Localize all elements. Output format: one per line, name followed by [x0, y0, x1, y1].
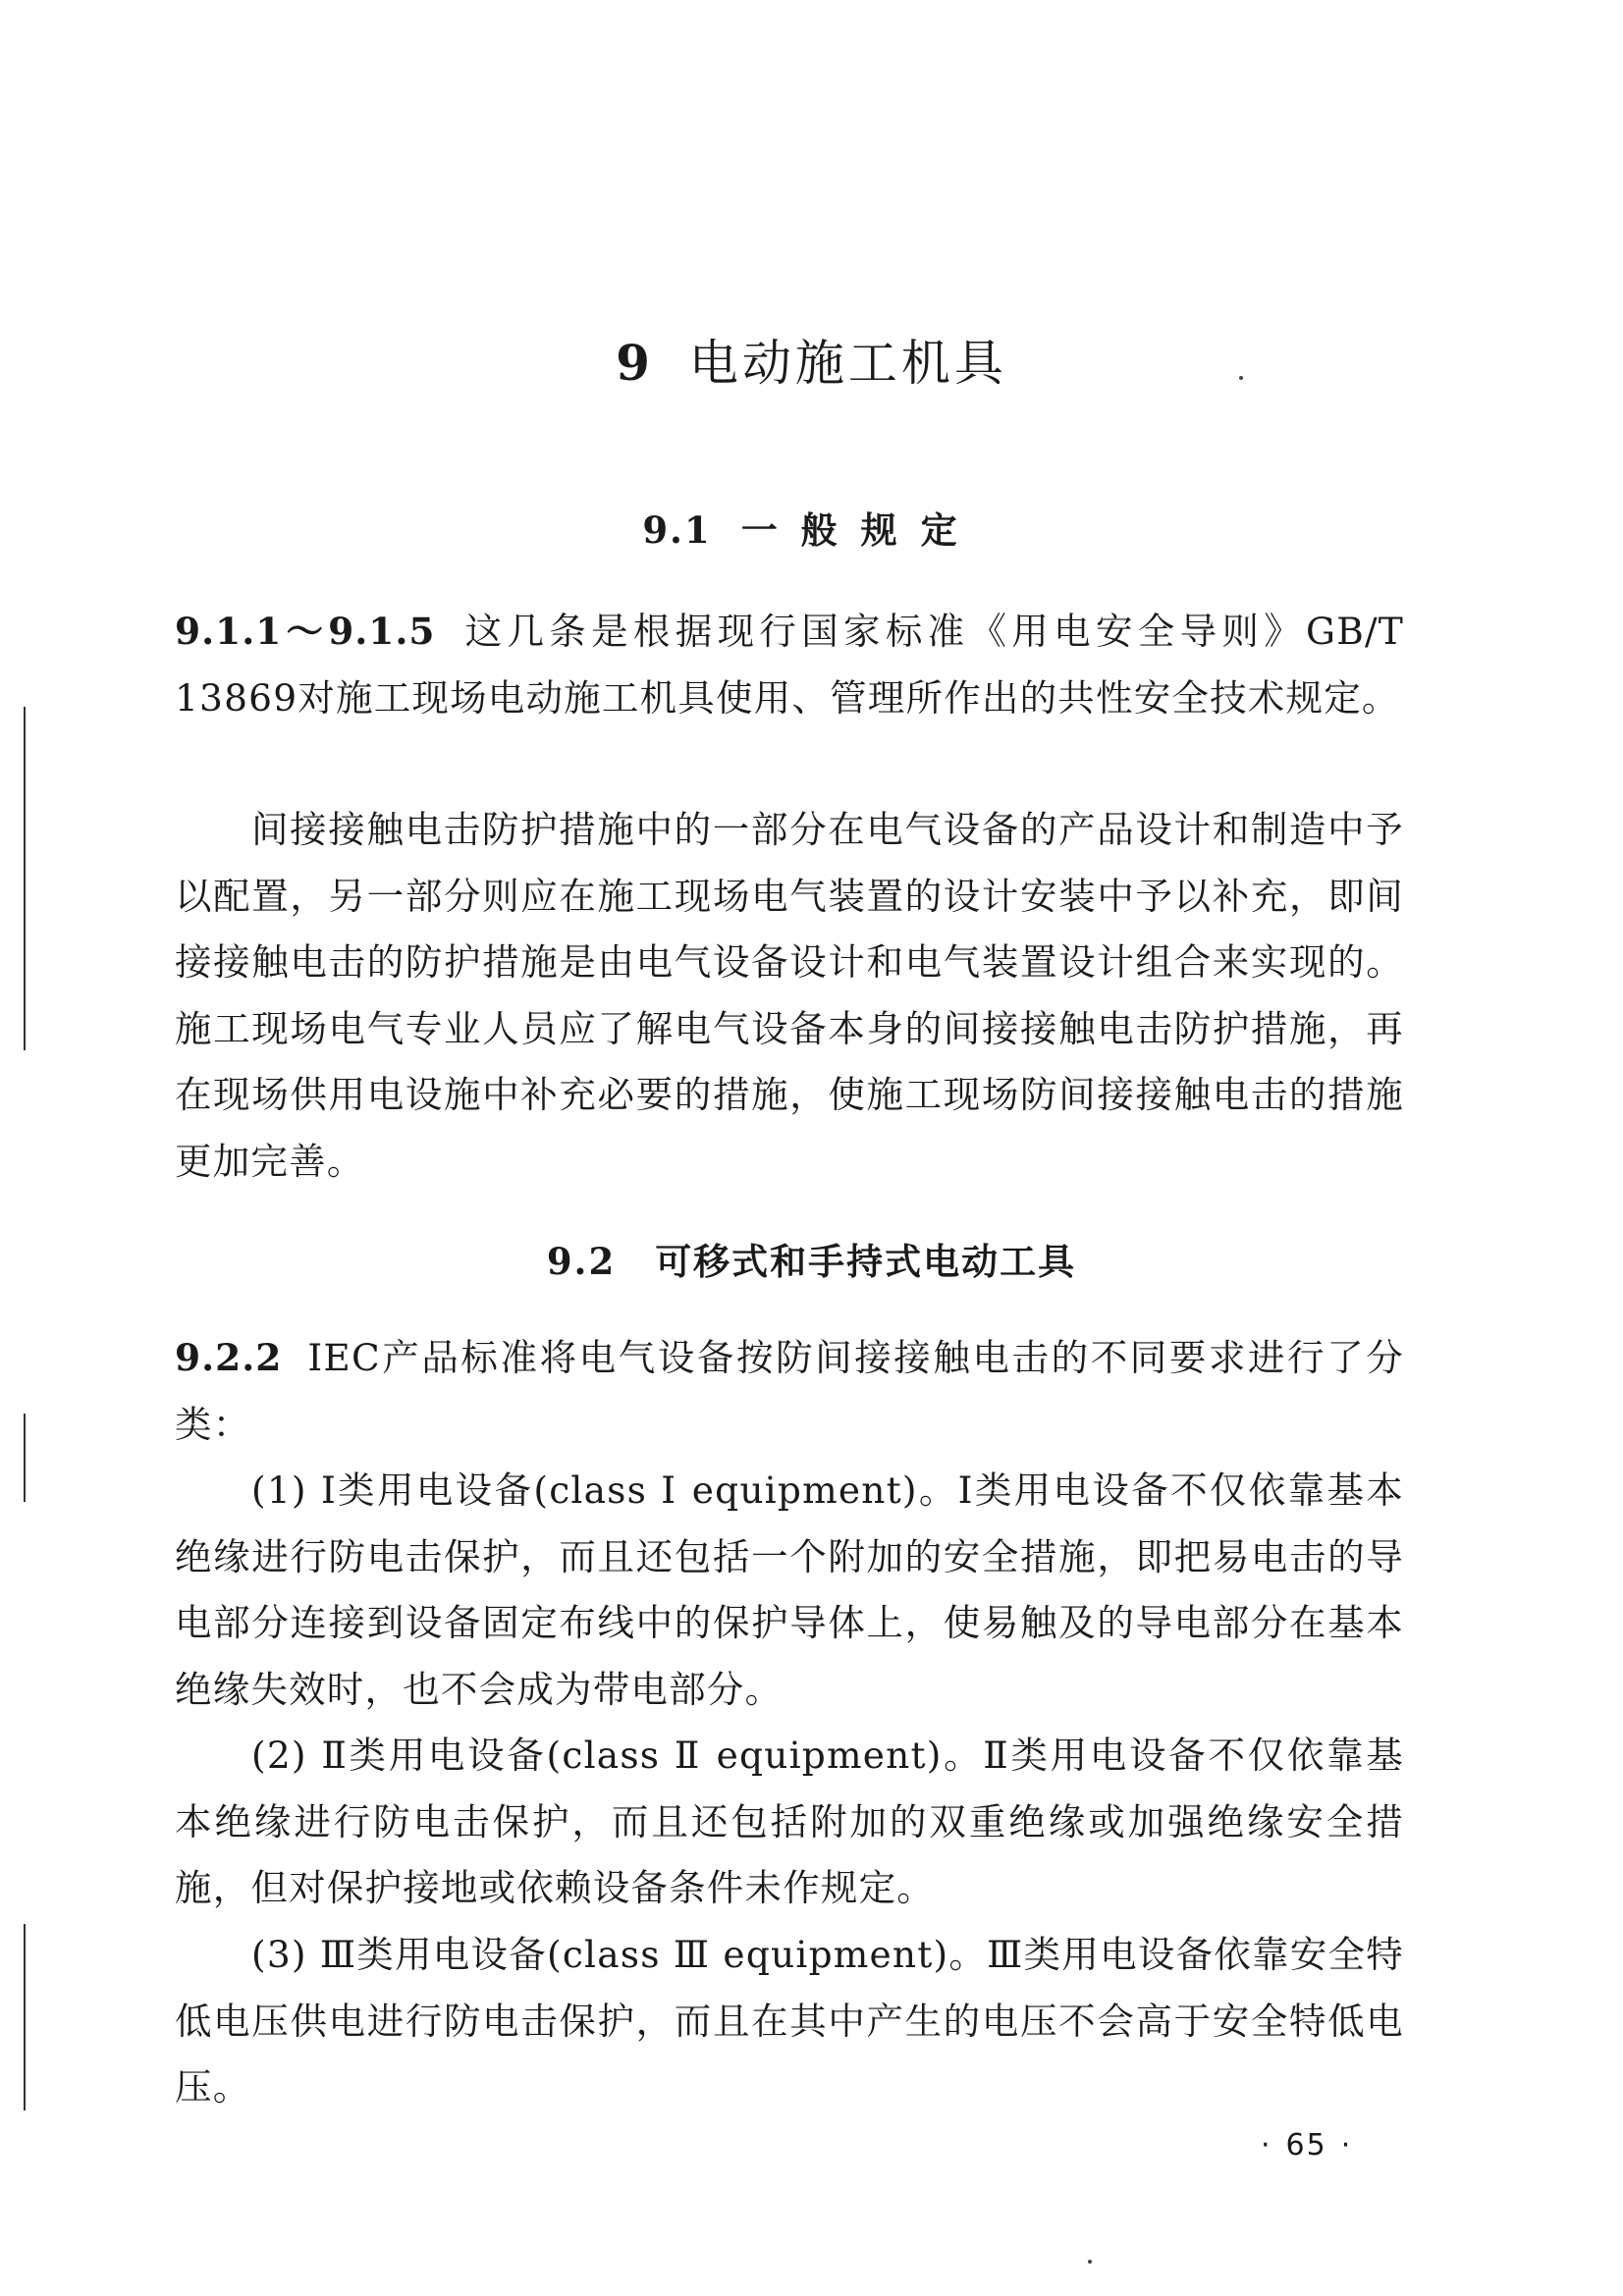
paragraph-text: (3) Ⅲ类用电设备(class Ⅲ equipment)。Ⅲ类用电设备依靠安全特低电压供电进行防电击保护，而且在其中产生的电压不会高于安全特低电压。	[175, 1933, 1404, 2109]
page-number	[1247, 2128, 1366, 2163]
clause-number: 9.1.1～9.1.5	[175, 610, 436, 653]
page-number-value: 65	[1285, 2128, 1327, 2163]
list-item-class-1	[175, 1458, 1404, 1723]
paragraph-text: (2) Ⅱ类用电设备(class Ⅱ equipment)。Ⅱ类用电设备不仅依靠基本绝缘进行防电击保护，而且还包括附加的双重绝缘或加强绝缘安全措施，但对保护接地或依赖设备条件未作规定。	[175, 1734, 1404, 1909]
section-title-text: 可移式和手持式电动工具	[655, 1241, 1077, 1283]
scan-margin-line	[24, 1924, 26, 2110]
section-heading-9-2	[0, 1232, 1623, 1285]
scan-speck	[1239, 376, 1243, 380]
paragraph-clause-9-1-1	[175, 599, 1404, 731]
scan-speck	[1088, 2260, 1092, 2264]
clause-number: 9.2.2	[175, 1336, 283, 1379]
scan-margin-line	[24, 1414, 26, 1502]
chapter-title-text: 电动施工机具	[688, 335, 1007, 392]
list-item-class-2	[175, 1723, 1404, 1922]
paragraph-indirect-contact	[175, 797, 1404, 1195]
scan-margin-line	[24, 707, 26, 1050]
section-number: 9.2	[546, 1240, 617, 1283]
paragraph-text: 间接接触电击防护措施中的一部分在电气设备的产品设计和制造中予以配置，另一部分则应在施工现场电气装置的设计安装中予以补充，即间接接触电击的防护措施是由电气设备设计和电气装置设计组合来实现的。施工现场电气专业人员应了解电气设备本身的间接接触电击防护措施，再在现场供用电设施中补充必要的措施，使施工现场防间接接触电击的措施更加完善。	[175, 808, 1404, 1183]
list-item-class-3	[175, 1922, 1404, 2121]
section-title-text: 一般规定	[740, 509, 981, 552]
paragraph-text: 这几条是根据现行国家标准《用电安全导则》GB/T 13869对施工现场电动施工机具使用、管理所作出的共性安全技术规定。	[175, 610, 1405, 720]
paragraph-text: IEC产品标准将电气设备按防间接接触电击的不同要求进行了分类：	[175, 1336, 1404, 1446]
section-number: 9.1	[642, 508, 712, 552]
paragraph-clause-9-2-2	[175, 1325, 1404, 1458]
chapter-number: 9	[616, 334, 654, 392]
paragraph-text: (1) Ⅰ类用电设备(class Ⅰ equipment)。Ⅰ类用电设备不仅依靠基本绝缘进行防电击保护，而且还包括一个附加的安全措施，即把易电击的导电部分连接到设备固定布线中的保护导体上，使易触及的导电部分在基本绝缘失效时，也不会成为带电部分。	[175, 1468, 1404, 1711]
page-number-dot-right: ·	[1340, 2128, 1353, 2163]
section-heading-9-1	[0, 501, 1623, 554]
page-number-dot-left: ·	[1261, 2128, 1272, 2163]
chapter-title	[0, 324, 1623, 395]
